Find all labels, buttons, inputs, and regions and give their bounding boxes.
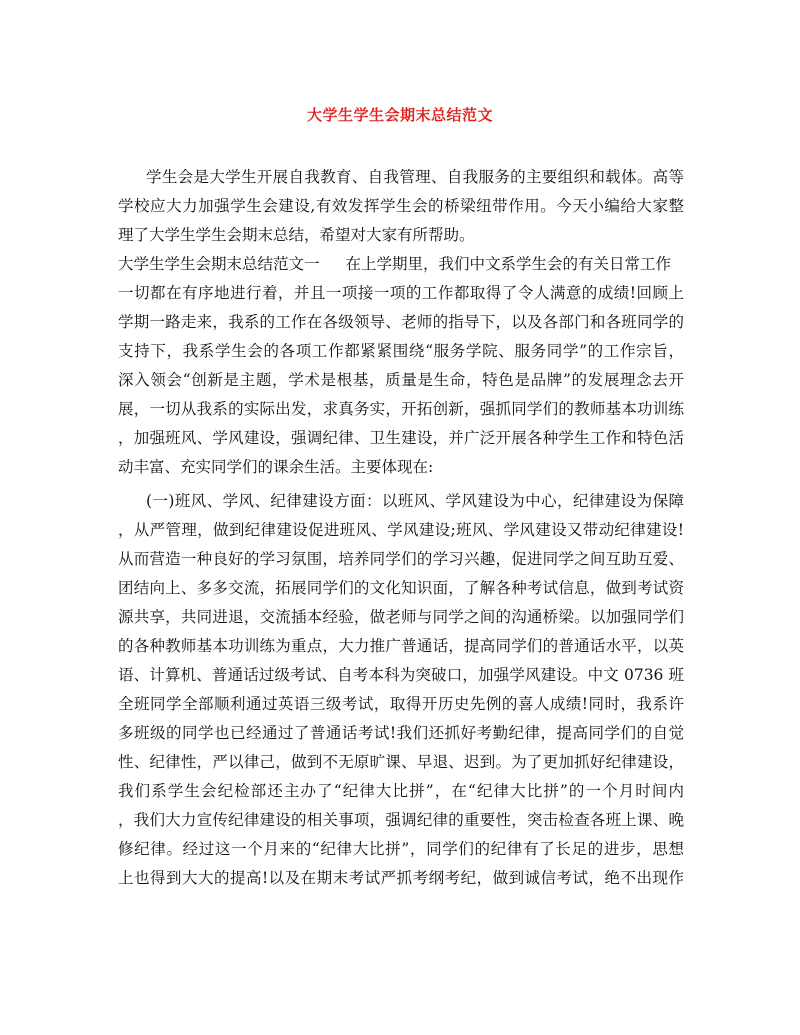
paragraph-line: 展，一切从我系的实际出发，求真务实，开拓创新，强抓同学们的教师基本功训练 bbox=[118, 400, 684, 418]
paragraph-line: 支持下，我系学生会的各项工作都紧紧围绕“服务学院、服务同学”的工作宗旨， bbox=[118, 342, 684, 360]
paragraph-line: 一切都在有序地进行着，并且一项接一项的工作都取得了令人满意的成绩!回顾上 bbox=[118, 284, 684, 302]
paragraph-line: 源共享，共同进退，交流插本经验，做老师与同学之间的沟通桥梁。以加强同学们 bbox=[118, 608, 684, 626]
paragraph-line: 我们系学生会纪检部还主办了“纪律大比拼”，在“纪律大比拼”的一个月时间内 bbox=[118, 782, 684, 800]
paragraph-line: ，从严管理，做到纪律建设促进班风、学风建设;班风、学风建设又带动纪律建设! bbox=[118, 521, 684, 539]
paragraph-line: (一)班风、学风、纪律建设方面：以班风、学风建设为中心，纪律建设为保障 bbox=[146, 492, 684, 510]
paragraph-line: 理了大学生学生会期末总结，希望对大家有所帮助。 bbox=[118, 226, 475, 244]
paragraph-line: 学期一路走来，我系的工作在各级领导、老师的指导下，以及各部门和各班同学的 bbox=[118, 313, 684, 331]
section-heading: 大学生学生会期末总结范文一 bbox=[118, 255, 320, 273]
paragraph-line: 修纪律。经过这一个月来的“纪律大比拼”，同学们的纪律有了长足的进步，思想 bbox=[118, 840, 684, 858]
paragraph-line: 的各种教师基本功训练为重点，大力推广普通话，提高同学们的普通话水平，以英 bbox=[118, 637, 684, 655]
paragraph-line: 深入领会“创新是主题，学术是根基，质量是生命，特色是品牌”的发展理念去开 bbox=[118, 371, 684, 389]
section-heading-line bbox=[118, 250, 684, 279]
paragraph-line: ，我们大力宣传纪律建设的相关事项，强调纪律的重要性，突击检查各班上课、晚 bbox=[118, 811, 684, 829]
paragraph-line: ，加强班风、学风建设，强调纪律、卫生建设，并广泛开展各种学生工作和特色活 bbox=[118, 429, 684, 447]
paragraph-line: 语、计算机、普通话过级考试、自考本科为突破口，加强学风建设。中文 0736 班 bbox=[118, 666, 684, 684]
document-title: 大学生学生会期末总结范文 bbox=[306, 106, 493, 124]
paragraph-text: 在上学期里，我们中文系学生会的有关日常工作 bbox=[345, 255, 672, 273]
paragraph-line: 从而营造一种良好的学习氛围，培养同学们的学习兴趣，促进同学之间互助互爱、 bbox=[118, 550, 684, 568]
paragraph-line: 学校应大力加强学生会建设,有效发挥学生会的桥梁纽带作用。今天小编给大家整 bbox=[118, 197, 684, 215]
paragraph-line: 上也得到大大的提高!以及在期末考试严抓考纲考纪，做到诚信考试，绝不出现作 bbox=[118, 869, 684, 887]
paragraph-line: 多班级的同学也已经通过了普通话考试!我们还抓好考勤纪律，提高同学们的自觉 bbox=[118, 724, 684, 742]
paragraph-line: 团结向上、多多交流，拓展同学们的文化知识面，了解各种考试信息，做到考试资 bbox=[118, 579, 684, 597]
paragraph-line: 动丰富、充实同学们的课余生活。主要体现在: bbox=[118, 458, 434, 476]
paragraph-line: 全班同学全部顺利通过英语三级考试，取得开历史先例的喜人成绩!同时，我系许 bbox=[118, 695, 684, 713]
paragraph-line: 学生会是大学生开展自我教育、自我管理、自我服务的主要组织和载体。高等 bbox=[146, 168, 684, 186]
paragraph-line: 性、纪律性，严以律己，做到不无原旷课、早退、迟到。为了更加抓好纪律建设， bbox=[118, 753, 684, 771]
